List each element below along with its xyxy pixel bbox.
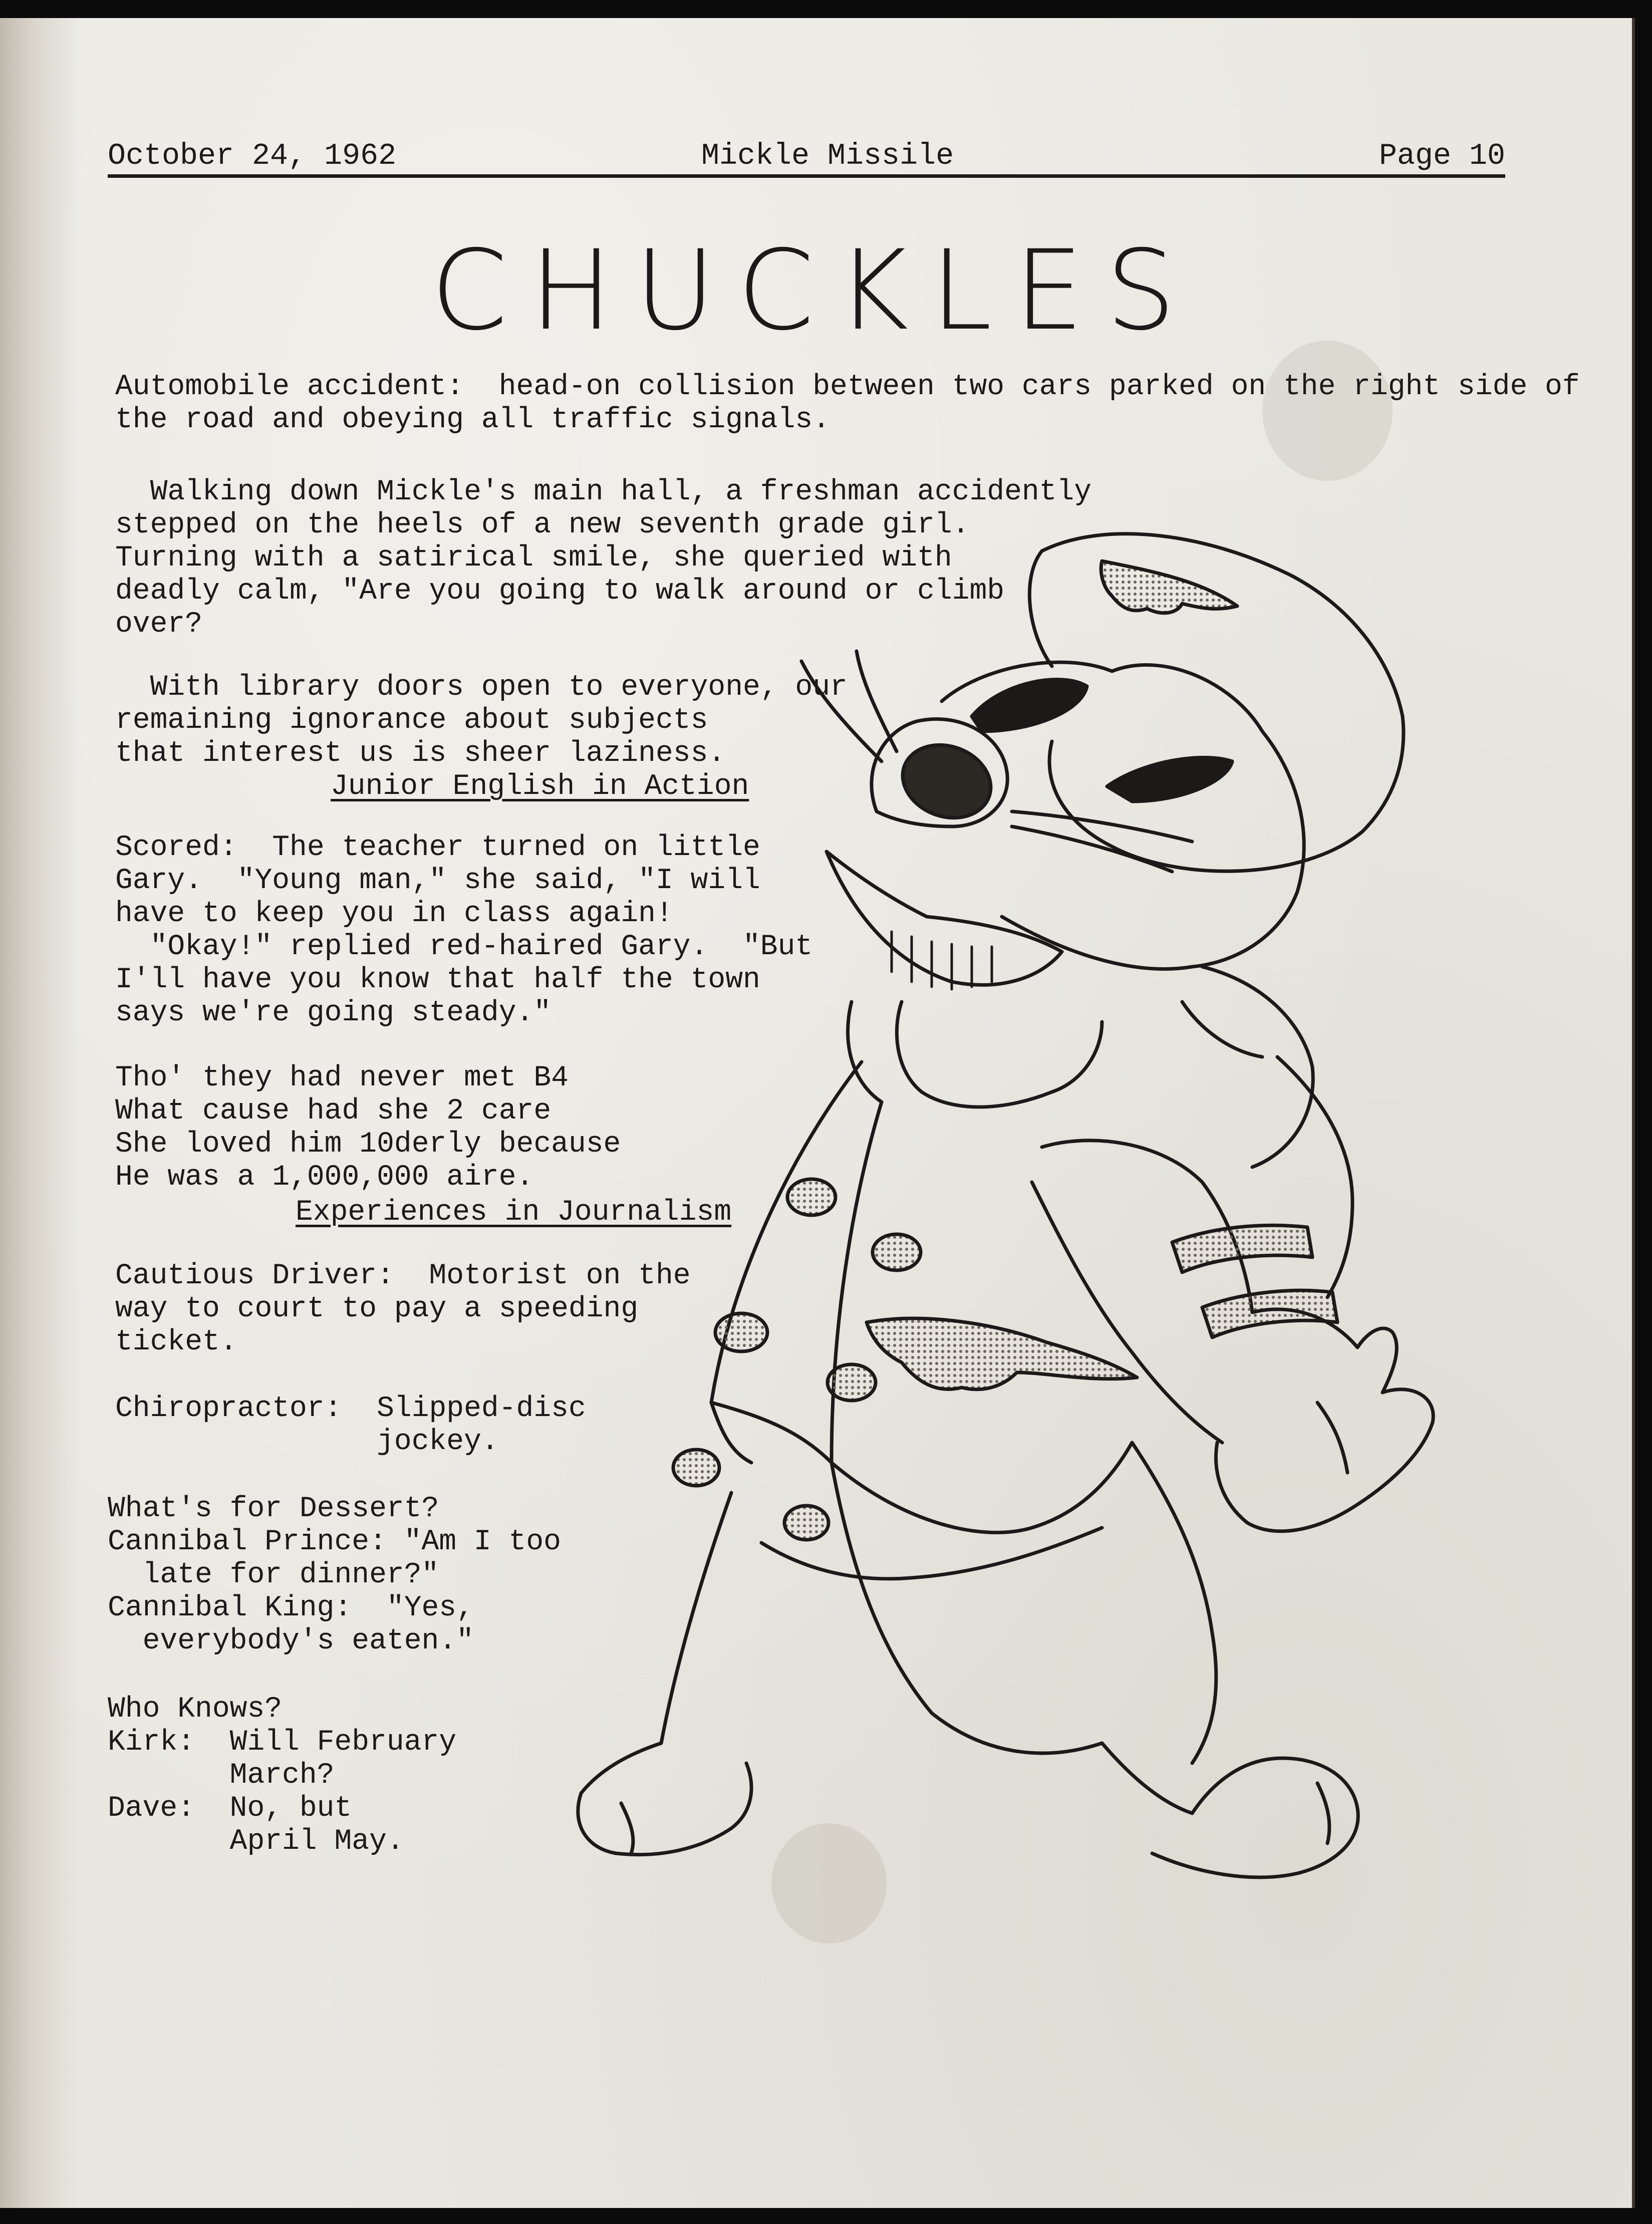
right-leg [1102,1743,1358,1877]
byline-junior-english: Junior English in Action [331,770,749,803]
jacket-sleeve [1042,1141,1252,1312]
jacket-button [673,1450,719,1486]
pilot-mouse-illustration [351,501,1603,2054]
publication-name: Mickle Missile [701,139,954,173]
joke-library: With library doors open to everyone, our remaining ignorance about subjects that interest us is sheer laziness. [115,671,848,770]
jacket-collar [897,1002,1102,1107]
right-eye [1107,757,1232,801]
jacket-button [828,1364,876,1401]
sleeve-stripe [1202,1290,1337,1337]
jacket-button [784,1506,829,1540]
joke-who-knows: Who Knows? Kirk: Will February March? Dave: No, but April May. [108,1693,457,1858]
left-leg [578,1493,751,1855]
jacket-body [711,1062,1132,1533]
raised-hand [1216,1309,1434,1531]
page-title: CHUCKLES [431,226,1198,355]
page-number: Page 10 [1379,139,1505,173]
issue-date: October 24, 1962 [108,139,397,173]
byline-journalism: Experiences in Journalism [296,1196,732,1229]
nose [892,733,1001,829]
jacket-button [787,1179,836,1215]
open-mouth [827,852,1062,985]
jacket-button [873,1234,921,1270]
poem-millionaire: Tho' they had never met B4 What cause had she 2 care She loved him 10derly because He was a 1,000,000 aire. [115,1062,621,1194]
joke-dessert: What's for Dessert? Cannibal Prince: "Am I too late for dinner?" Cannibal King: "Yes, everybody's eaten." [108,1493,561,1657]
mouse-belly [832,1463,1102,1753]
jacket-button [715,1313,767,1351]
joke-cautious-driver: Cautious Driver: Motorist on the way to court to pay a speeding ticket. [115,1260,691,1358]
binding-shadow [0,18,80,2208]
page-header [108,135,1505,178]
joke-automobile-accident: Automobile accident: head-on collision between two cars parked on the right side of the road and obeying all traffic signals. [115,371,1580,436]
left-eye [972,680,1087,732]
joke-scored: Scored: The teacher turned on little Gary. "Young man," she said, "I will have to keep you in class again! "Okay!" replied red-haired Gary. "But I'll have you know that half the town says we're going steady." [115,831,813,1029]
chest-wings-emblem [867,1318,1137,1389]
joke-chiropractor: Chiropractor: Slipped-disc jockey. [115,1393,586,1458]
joke-main-hall: Walking down Mickle's main hall, a freshman accidently stepped on the heels of a new seventh grade girl. Turning with a satirical smile, she queried with deadly calm, "Are you going to walk around or climb over? [115,476,1092,641]
cap-wings-emblem [1101,561,1237,613]
